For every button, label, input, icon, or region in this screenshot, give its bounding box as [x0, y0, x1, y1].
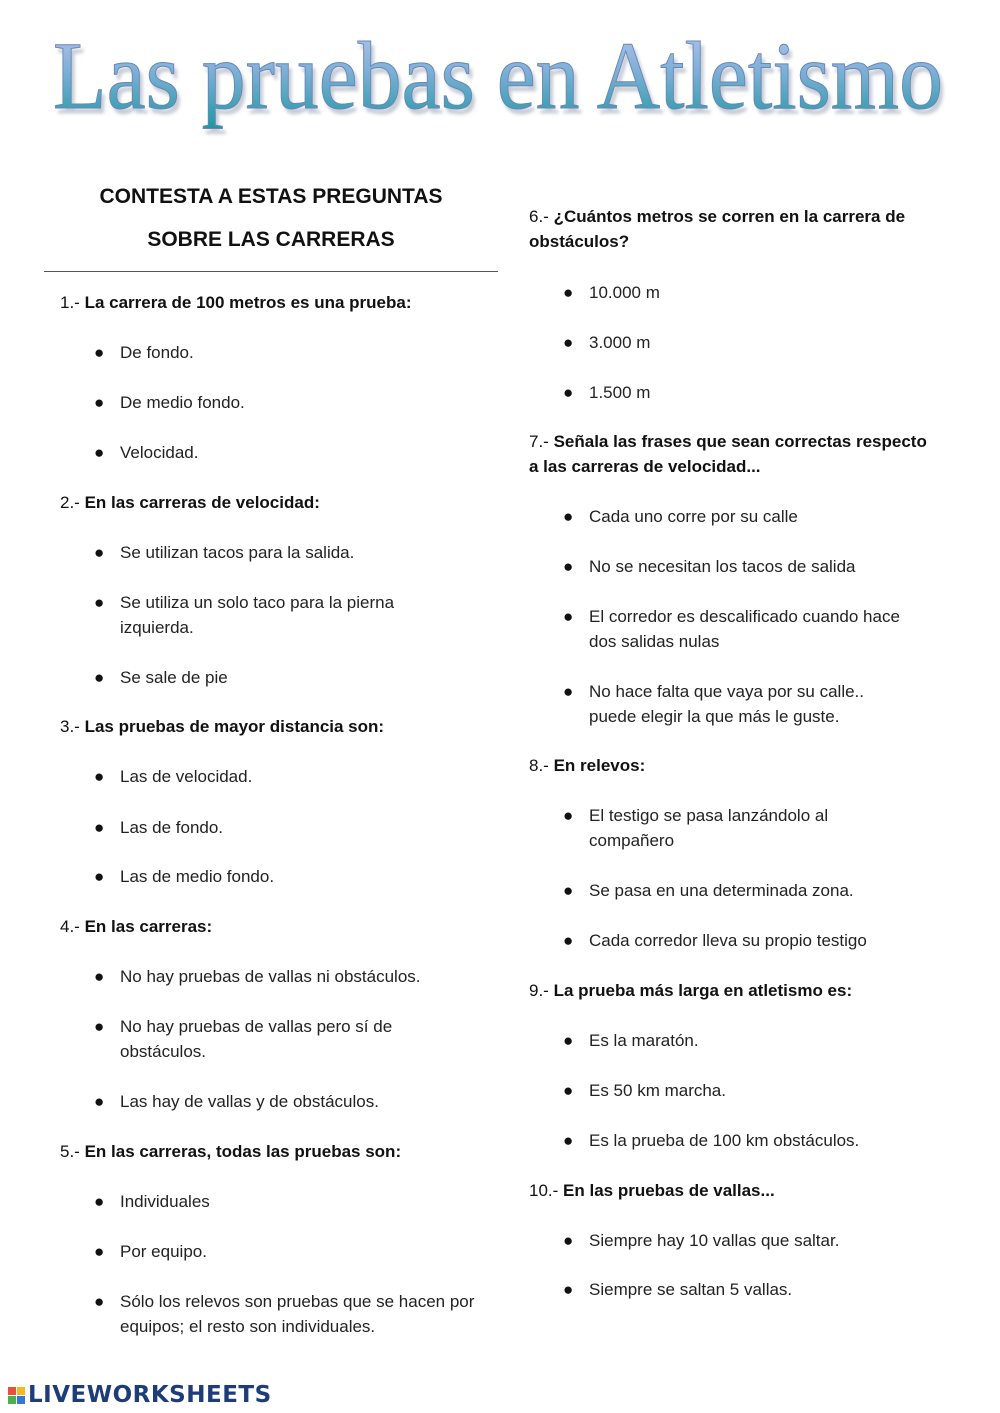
logo-block — [8, 1387, 16, 1395]
option-text: Siempre se saltan 5 vallas. — [589, 1280, 793, 1299]
logo-block — [8, 1396, 16, 1404]
option[interactable] — [563, 1078, 949, 1103]
question-7 — [529, 429, 939, 479]
option-text: Velocidad. — [120, 443, 199, 462]
option-text: 3.000 m — [589, 333, 651, 352]
question-5 — [60, 1139, 480, 1164]
question-text: En las carreras, todas las pruebas son: — [84, 1142, 402, 1161]
question-3 — [60, 714, 480, 739]
option-text: Las de medio fondo. — [120, 867, 275, 886]
option-text: Es la maratón. — [589, 1031, 699, 1050]
option[interactable] — [563, 504, 949, 529]
bullet-icon: ● — [563, 383, 574, 402]
question-number: 7.- — [529, 432, 549, 451]
question-number: 9.- — [529, 981, 549, 1000]
bullet-icon: ● — [563, 931, 574, 950]
bullet-icon: ● — [563, 1081, 574, 1100]
option[interactable] — [94, 1089, 480, 1114]
liveworksheets-logo[interactable] — [8, 1381, 272, 1409]
bullet-icon: ● — [563, 1280, 574, 1299]
bullet-icon: ● — [563, 333, 574, 352]
question-text: En las carreras: — [84, 917, 213, 936]
bullet-icon: ● — [94, 867, 105, 886]
option-text: 1.500 m — [589, 383, 651, 402]
question-number: 3.- — [60, 717, 80, 736]
question-text: En relevos: — [553, 756, 646, 775]
option[interactable] — [563, 280, 949, 305]
page-title-art — [0, 0, 1000, 150]
bullet-icon: ● — [94, 818, 105, 837]
option-text: Se sale de pie — [120, 668, 228, 687]
option-text: Las de fondo. — [120, 818, 224, 837]
option[interactable] — [563, 1277, 949, 1302]
bullet-icon: ● — [94, 1292, 105, 1311]
question-number: 2.- — [60, 493, 80, 512]
question-number: 8.- — [529, 756, 549, 775]
option[interactable] — [94, 964, 480, 989]
option-text: Cada uno corre por su calle — [589, 507, 798, 526]
bullet-icon: ● — [563, 806, 574, 825]
option-text: Se pasa en una determinada zona. — [589, 881, 854, 900]
question-text: En las carreras de velocidad: — [84, 493, 320, 512]
bullet-icon: ● — [94, 668, 105, 687]
option-text: Es 50 km marcha. — [589, 1081, 726, 1100]
bullet-icon: ● — [94, 967, 105, 986]
instructions-heading-line1: CONTESTA A ESTAS PREGUNTAS — [99, 185, 443, 208]
question-number: 6.- — [529, 207, 549, 226]
bullet-icon: ● — [563, 881, 574, 900]
option[interactable] — [563, 928, 949, 953]
option[interactable] — [94, 815, 480, 840]
question-number: 1.- — [60, 293, 80, 312]
option-text: No se necesitan los tacos de salida — [589, 557, 856, 576]
option-text: Se utiliza un solo taco para la pierna izquierda. — [120, 593, 395, 637]
option[interactable] — [94, 1239, 480, 1264]
option-text: Las hay de vallas y de obstáculos. — [120, 1092, 379, 1111]
option[interactable] — [94, 390, 480, 415]
bullet-icon: ● — [94, 1092, 105, 1111]
option[interactable] — [563, 679, 889, 729]
option-text: Las de velocidad. — [120, 767, 253, 786]
option[interactable] — [94, 1189, 480, 1214]
bullet-icon: ● — [563, 607, 574, 626]
bullet-icon: ● — [94, 343, 105, 362]
option[interactable] — [94, 590, 440, 640]
question-text: La carrera de 100 metros es una prueba: — [84, 293, 412, 312]
bullet-icon: ● — [563, 557, 574, 576]
logo-block — [17, 1387, 25, 1395]
question-9 — [529, 978, 949, 1003]
option[interactable] — [563, 1128, 949, 1153]
option[interactable] — [563, 878, 949, 903]
bullet-icon: ● — [563, 283, 574, 302]
bullet-icon: ● — [94, 1017, 105, 1036]
option[interactable] — [563, 380, 949, 405]
page-title-wrap — [0, 0, 1000, 150]
option-text: 10.000 m — [589, 283, 660, 302]
instructions-heading-line2: SOBRE LAS CARRERAS — [147, 228, 395, 251]
option[interactable] — [563, 1228, 949, 1253]
option-text: Es la prueba de 100 km obstáculos. — [589, 1131, 860, 1150]
bullet-icon: ● — [94, 767, 105, 786]
option[interactable] — [563, 1028, 949, 1053]
bullet-icon: ● — [94, 543, 105, 562]
option-text: Sólo los relevos son pruebas que se hacen por equipos; el resto son individuales. — [120, 1292, 475, 1336]
bullet-icon: ● — [94, 443, 105, 462]
option-text: El testigo se pasa lanzándolo al compañero — [589, 806, 829, 850]
option[interactable] — [94, 540, 480, 565]
option-text: Siempre hay 10 vallas que saltar. — [589, 1231, 840, 1250]
bullet-icon: ● — [563, 1031, 574, 1050]
question-text: Las pruebas de mayor distancia son: — [84, 717, 385, 736]
bullet-icon: ● — [94, 593, 105, 612]
option-text: El corredor es descalificado cuando hace dos salidas nulas — [589, 607, 900, 651]
option-text: Cada corredor lleva su propio testigo — [589, 931, 867, 950]
bullet-icon: ● — [563, 1131, 574, 1150]
page-title: Las pruebas en Atletismo — [53, 22, 943, 129]
option[interactable] — [94, 665, 480, 690]
option-text: No hay pruebas de vallas ni obstáculos. — [120, 967, 421, 986]
logo-blocks-icon — [8, 1387, 25, 1404]
bullet-icon: ● — [94, 1192, 105, 1211]
option[interactable] — [94, 440, 480, 465]
question-2 — [60, 490, 480, 515]
bullet-icon: ● — [563, 507, 574, 526]
option[interactable] — [563, 554, 949, 579]
question-text: ¿Cuántos metros se corren en la carrera de obstáculos? — [529, 207, 906, 251]
bullet-icon: ● — [563, 1231, 574, 1250]
logo-block — [17, 1396, 25, 1404]
option[interactable] — [94, 864, 480, 889]
brand-name: LIVEWORKSHEETS — [28, 1382, 272, 1408]
option[interactable] — [94, 340, 480, 365]
bullet-icon: ● — [563, 682, 574, 701]
question-8 — [529, 753, 949, 778]
option[interactable] — [563, 330, 949, 355]
option[interactable] — [94, 1014, 430, 1064]
question-number: 10.- — [529, 1181, 559, 1200]
bullet-icon: ● — [94, 393, 105, 412]
option[interactable] — [563, 803, 859, 853]
option-text: De fondo. — [120, 343, 194, 362]
option[interactable] — [94, 764, 480, 789]
option-text: Individuales — [120, 1192, 210, 1211]
question-10 — [529, 1178, 949, 1203]
question-text: Señala las frases que sean correctas respecto a las carreras de velocidad... — [529, 432, 927, 476]
option-text: No hay pruebas de vallas pero sí de obstáculos. — [120, 1017, 393, 1061]
option-text: De medio fondo. — [120, 393, 245, 412]
question-text: En las pruebas de vallas... — [563, 1181, 775, 1200]
question-1 — [60, 290, 480, 315]
question-number: 4.- — [60, 917, 80, 936]
option[interactable] — [94, 1289, 480, 1339]
option[interactable] — [563, 604, 929, 654]
question-6 — [529, 204, 929, 254]
question-text: La prueba más larga en atletismo es: — [553, 981, 853, 1000]
heading-divider — [44, 271, 498, 272]
option-text: Por equipo. — [120, 1242, 207, 1261]
question-4 — [60, 914, 480, 939]
option-text: Se utilizan tacos para la salida. — [120, 543, 355, 562]
question-number: 5.- — [60, 1142, 80, 1161]
bullet-icon: ● — [94, 1242, 105, 1261]
option-text: No hace falta que vaya por su calle.. puede elegir la que más le guste. — [589, 682, 864, 726]
